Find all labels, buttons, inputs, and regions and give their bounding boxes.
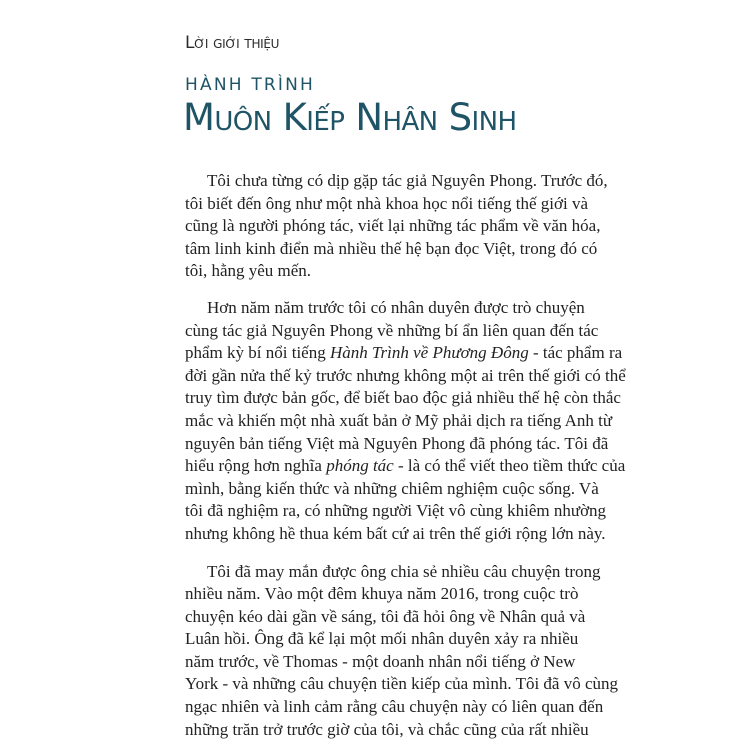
text-segment: đời gần nửa thế kỷ trước nhưng không một ai trên thế giới có thể (185, 365, 626, 385)
text-segment: tâm linh kinh điển mà nhiều thế hệ bạn đọc Việt, trong đó có (185, 238, 598, 258)
text-segment: ngạc nhiên và linh cảm rằng câu chuyện này có liên quan đến (185, 697, 604, 717)
italic-title: Hành Trình về Phương Đông (329, 343, 529, 363)
text-line (185, 628, 579, 651)
text-line (185, 320, 599, 343)
text-line (185, 260, 558, 283)
text-line (185, 606, 586, 629)
body-text (185, 170, 626, 756)
text-segment: - là có thể viết theo tiềm thức của (393, 456, 626, 476)
text-line (185, 673, 619, 696)
text-segment: York - và những câu chuyện tiền kiếp của mình. Tôi đã vô cùng (185, 674, 619, 694)
text-line (185, 651, 576, 674)
text-segment: Hơn năm năm trước tôi có nhân duyên được trò chuyện (207, 297, 585, 317)
chapter-subtitle: HÀNH TRÌNH (185, 75, 316, 95)
paragraph (185, 170, 608, 283)
text-line (185, 433, 609, 456)
text-line (185, 719, 589, 742)
text-line (185, 561, 601, 584)
text-segment: nguyên bản tiếng Việt mà Nguyên Phong đã phóng tác. Tôi đã (185, 433, 609, 453)
text-segment: tôi biết đến ông như một nhà khoa học nổi tiếng thế giới và (185, 193, 588, 213)
section-kicker: Lời giới thiệu (185, 33, 280, 53)
text-segment: mắc và khiến một nhà xuất bản ở Mỹ phải dịch ra tiếng Anh từ (185, 410, 613, 430)
text-line (185, 215, 601, 238)
text-line (185, 696, 604, 719)
text-line (185, 500, 607, 523)
text-line (185, 583, 579, 606)
text-segment: truy tìm được bản gốc, để biết bao độc giả nhiều thế hệ còn thắc (185, 388, 621, 408)
text-segment: phẩm kỳ bí nổi tiếng (185, 343, 330, 363)
text-segment: nhưng không hề thua kém bất cứ ai trên thế giới rộng lớn này. (185, 523, 606, 543)
text-line (185, 170, 608, 193)
text-segment: - tác phẩm ra (528, 343, 623, 363)
text-line (185, 297, 585, 320)
chapter-title: Muôn Kiếp Nhân Sinh (183, 96, 517, 139)
text-segment: cũng là người phóng tác, viết lại những tác phẩm về văn hóa, (185, 216, 601, 236)
text-line (185, 410, 613, 433)
text-line (185, 342, 623, 365)
text-line (185, 523, 606, 546)
text-line (185, 365, 626, 388)
paragraph (185, 561, 619, 742)
text-segment: những trăn trở trước giờ của tôi, và chắc cũng của rất nhiều (185, 719, 589, 739)
text-segment: Luân hồi. Ông đã kể lại một mối nhân duyên xảy ra nhiều (185, 629, 579, 649)
text-segment: mình, bằng kiến thức và những chiêm nghiệm cuộc sống. Và (185, 478, 599, 498)
text-segment: nhiều năm. Vào một đêm khuya năm 2016, trong cuộc trò (185, 584, 579, 604)
text-segment: tôi đã nghiệm ra, có những người Việt vô cùng khiêm nhường (185, 501, 607, 521)
text-segment: Tôi chưa từng có dịp gặp tác giả Nguyên Phong. Trước đó, (207, 171, 608, 190)
text-segment: tôi, hằng yêu mến. (185, 261, 312, 281)
paragraph (185, 297, 626, 546)
text-line (185, 238, 598, 261)
text-segment: hiểu rộng hơn nghĩa (185, 456, 327, 476)
text-line (185, 387, 621, 410)
text-segment: cùng tác giả Nguyên Phong về những bí ẩn liên quan đến tác (185, 320, 599, 340)
text-line (185, 193, 588, 216)
italic-title: phóng tác (326, 456, 394, 476)
text-line (185, 455, 626, 478)
text-segment: Tôi đã may mắn được ông chia sẻ nhiều câu chuyện trong (207, 561, 601, 581)
text-segment: chuyện kéo dài gần về sáng, tôi đã hỏi ông về Nhân quả và (185, 606, 586, 626)
text-segment: năm trước, về Thomas - một doanh nhân nổi tiếng ở New (185, 651, 576, 671)
text-line (185, 478, 599, 501)
